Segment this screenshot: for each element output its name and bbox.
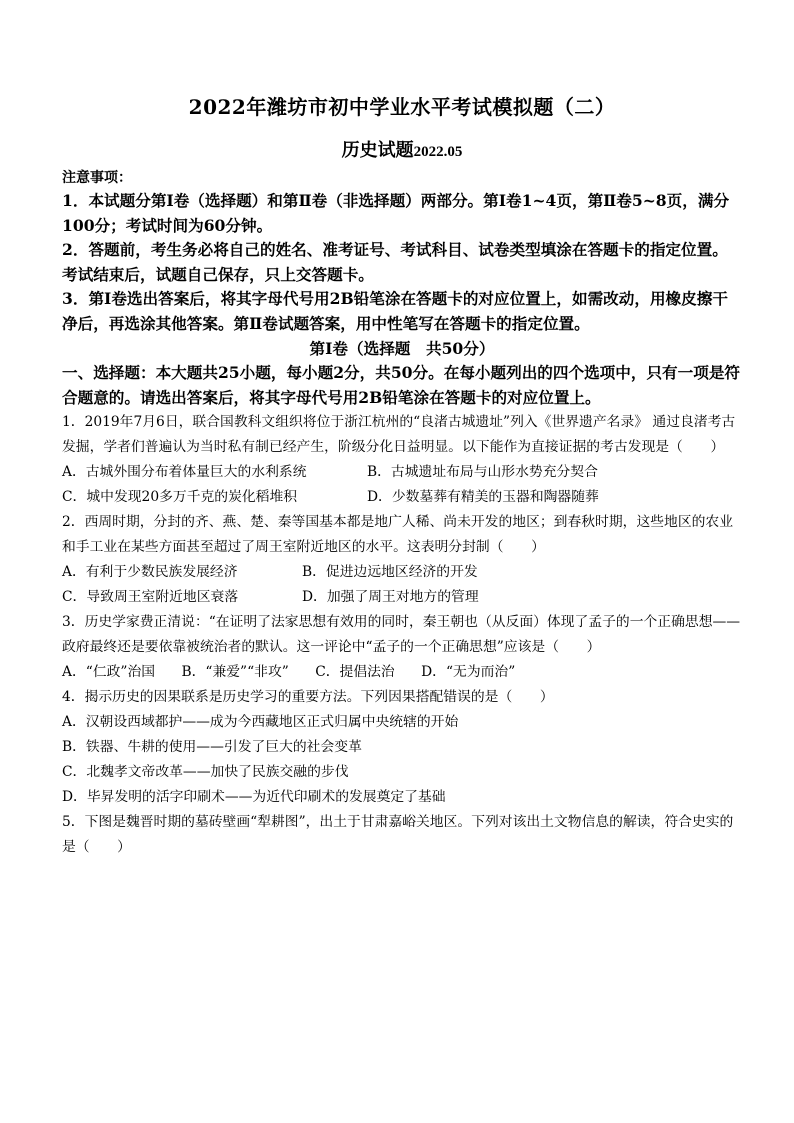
question-3-stem: 3．历史学家费正清说：“在证明了法家思想有效用的同时，秦王朝也（从反面）体现了孟子的一个正确思想——政府最终还是要依靠被统治者的默认。这一评论中“孟子的一个正确思想”应该是（ ）	[62, 614, 741, 655]
exam-title: 2022年潍坊市初中学业水平考试模拟题（二）	[188, 95, 616, 119]
question-4-option-a[interactable]: A．汉朝设西域都护——成为今西藏地区正式归属中央统辖的开始	[62, 714, 459, 730]
question-1-option-a[interactable]: A．古城外围分布着体量巨大的水利系统	[62, 464, 307, 480]
question-1-option-d[interactable]: D．少数墓葬有精美的玉器和陶器随葬	[367, 489, 599, 505]
subject-title: 历史试题	[341, 140, 414, 161]
question-2-options-row-1	[62, 560, 742, 585]
question-2-options-row-2	[62, 585, 742, 610]
question-1-stem: 1．2019年7月6日，联合国教科文组织将位于浙江杭州的“良渚古城遗址”列入《世界遗产名录》 通过良渚考古发掘，学者们普遍认为当时私有制已经产生，阶级分化日益明显。以下能作为直接证据的考古发现是（ ）	[62, 414, 736, 455]
note-item-3: 3．第Ⅰ卷选出答案后，将其字母代号用2B铅笔涂在答题卡的对应位置上，如需改动，用橡皮擦干净后，再选涂其他答案。第Ⅱ卷试题答案，用中性笔写在答题卡的指定位置。	[62, 289, 728, 333]
question-1-option-c[interactable]: C．城中发现20多万千克的炭化稻堆积	[62, 489, 298, 505]
question-2-option-c[interactable]: C．导致周王室附近地区衰落	[62, 589, 239, 605]
question-4-option-d[interactable]: D．毕昇发明的活字印刷术——为近代印刷术的发展奠定了基础	[62, 789, 446, 805]
notes-label: 注意事项：	[62, 170, 132, 186]
question-2-option-a[interactable]: A．有利于少数民族发展经济	[62, 564, 238, 580]
question-5-stem: 5．下图是魏晋时期的墓砖壁画“犁耕图”，出土于甘肃嘉峪关地区。下列对该出土文物信息的解读，符合史实的是（ ）	[62, 814, 734, 855]
question-2-option-d[interactable]: D．加强了周王对地方的管理	[302, 589, 479, 605]
question-2-option-b[interactable]: B．促进边远地区经济的开发	[302, 564, 478, 580]
note-item-1: 1．本试题分第Ⅰ卷（选择题）和第Ⅱ卷（非选择题）两部分。第Ⅰ卷1~4页，第Ⅱ卷5~8页，满分100分；考试时间为60分钟。	[62, 191, 730, 235]
question-4-option-c[interactable]: C．北魏孝文帝改革——加快了民族交融的步伐	[62, 764, 349, 780]
question-3-options-row	[62, 660, 742, 685]
exam-subtitle	[62, 138, 742, 165]
question-3-option-b[interactable]: B．“兼爱”“非攻”	[181, 664, 289, 680]
question-4-stem: 4．揭示历史的因果联系是历史学习的重要方法。下列因果搭配错误的是（ ）	[62, 689, 554, 705]
question-1-options-row-2	[62, 485, 742, 510]
question-2-stem: 2．西周时期，分封的齐、燕、楚、秦等国基本都是地广人稀、尚未开发的地区；到春秋时期，这些地区的农业和手工业在某些方面甚至超过了周王室附近地区的水平。这表明分封制（ ）	[62, 514, 734, 555]
question-1-options-row-1	[62, 460, 742, 485]
exam-page	[62, 92, 742, 860]
note-item-2: 2．答题前，考生务必将自己的姓名、准考证号、考试科目、试卷类型填涂在答题卡的指定位置。考试结束后，试题自己保存，只上交答题卡。	[62, 240, 728, 284]
question-1-option-b[interactable]: B．古城遗址布局与山形水势充分契合	[367, 464, 598, 480]
question-3-option-c[interactable]: C．提倡法治	[315, 664, 395, 680]
exam-date: 2022.05	[413, 144, 463, 160]
question-3-option-a[interactable]: A．“仁政”治国	[62, 664, 156, 680]
question-3-option-d[interactable]: D．“无为而治”	[421, 664, 516, 680]
question-4-option-b[interactable]: B．铁器、牛耕的使用——引发了巨大的社会变革	[62, 739, 362, 755]
section-title: 第Ⅰ卷（选择题 共50分）	[309, 339, 495, 358]
section-instructions: 一、选择题：本大题共25小题，每小题2分，共50分。在每小题列出的四个选项中，只有一项是符合题意的。请选出答案后，将其字母代号用2B铅笔涂在答题卡的对应位置上。	[62, 363, 741, 407]
